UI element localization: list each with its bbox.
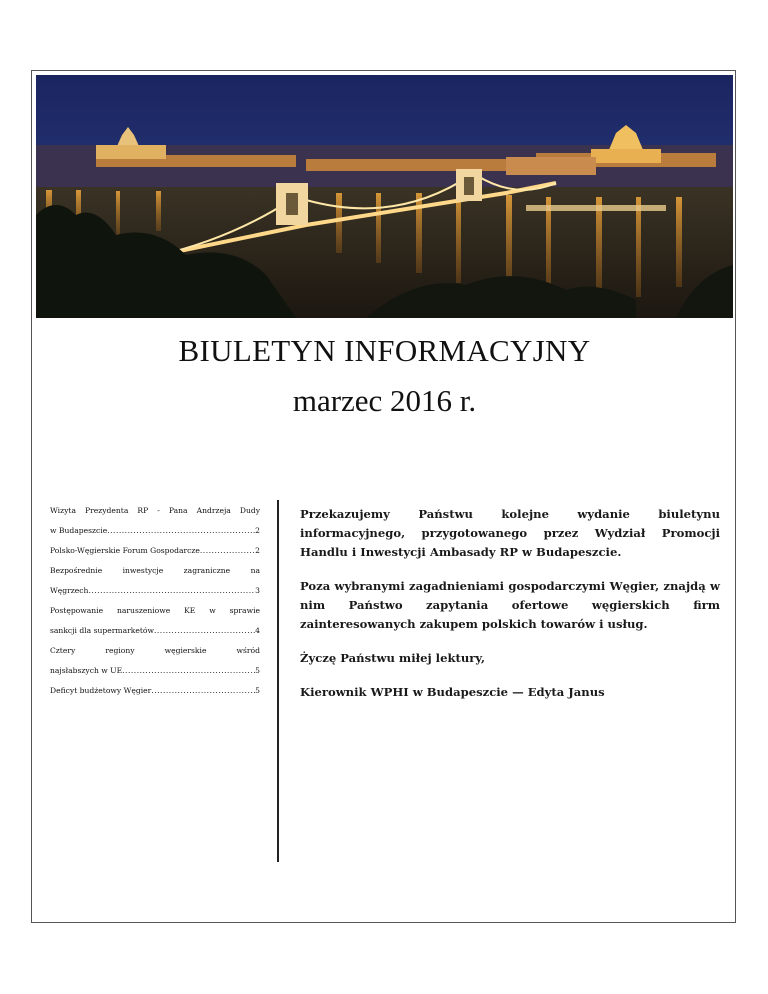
toc-item-text: Bezpośrednie inwestycje zagraniczne na xyxy=(50,566,260,575)
toc-item-5-line1[interactable] xyxy=(50,641,260,661)
toc-page-number: 5 xyxy=(255,686,260,695)
toc-item-3-line1[interactable] xyxy=(50,561,260,581)
toc-item-text: Postępowanie naruszeniowe KE w sprawie xyxy=(50,606,260,615)
toc-leader xyxy=(107,521,255,541)
column-divider xyxy=(277,500,279,862)
document-date: marzec 2016 r. xyxy=(292,383,477,418)
table-of-contents xyxy=(50,501,260,701)
toc-item-6[interactable] xyxy=(50,681,260,701)
toc-leader xyxy=(151,681,255,701)
toc-leader xyxy=(88,581,255,601)
toc-item-text: w Budapeszcie xyxy=(50,526,108,535)
toc-item-3-line2[interactable] xyxy=(50,581,260,601)
toc-item-text: najsłabszych w UE xyxy=(50,666,123,675)
intro-paragraph: Przekazujemy Państwu kolejne wydanie biuletynu informacyjnego, przygotowanego przez Wydział Promocji Handlu i Inwestycji Ambasady RP w Budapeszcie. xyxy=(300,507,720,559)
toc-page-number: 3 xyxy=(255,586,260,595)
toc-item-text: sankcji dla supermarketów xyxy=(50,626,154,635)
toc-item-4-line2[interactable] xyxy=(50,621,260,641)
toc-page-number: 2 xyxy=(255,546,260,555)
toc-item-text: Deficyt budżetowy Węgier xyxy=(50,686,152,695)
greeting: Życzę Państwu miłej lektury, xyxy=(300,651,486,665)
toc-item-1-line1[interactable] xyxy=(50,501,260,521)
toc-item-text: Węgrzech xyxy=(50,586,89,595)
cover-photo xyxy=(36,75,733,318)
title-block xyxy=(36,333,733,419)
toc-page-number: 4 xyxy=(255,626,260,635)
toc-leader xyxy=(122,661,255,681)
document-title: BIULETYN INFORMACYJNY xyxy=(178,333,591,368)
intro-paragraph: Poza wybranymi zagadnieniami gospodarczymi Węgier, znajdą w nim Państwo zapytania ofertowe węgierskich firm zainteresowanych zakupem polskich towarów i usług. xyxy=(300,579,720,631)
toc-item-1-line2[interactable] xyxy=(50,521,260,541)
toc-item-text: Polsko-Węgierskie Forum Gospodarcze xyxy=(50,546,200,555)
toc-leader xyxy=(154,621,255,641)
budapest-chain-bridge-night-photo xyxy=(36,75,733,318)
toc-leader xyxy=(200,541,255,561)
toc-item-text: Wizyta Prezydenta RP - Pana Andrzeja Dudy xyxy=(50,506,260,515)
intro-text xyxy=(300,505,720,717)
toc-page-number: 2 xyxy=(255,526,260,535)
signature: Kierownik WPHI w Budapeszcie — Edyta Janus xyxy=(300,685,605,699)
toc-item-4-line1[interactable] xyxy=(50,601,260,621)
toc-item-text: Cztery regiony węgierskie wśród xyxy=(50,646,260,655)
toc-page-number: 5 xyxy=(255,666,260,675)
toc-item-2[interactable] xyxy=(50,541,260,561)
toc-item-5-line2[interactable] xyxy=(50,661,260,681)
